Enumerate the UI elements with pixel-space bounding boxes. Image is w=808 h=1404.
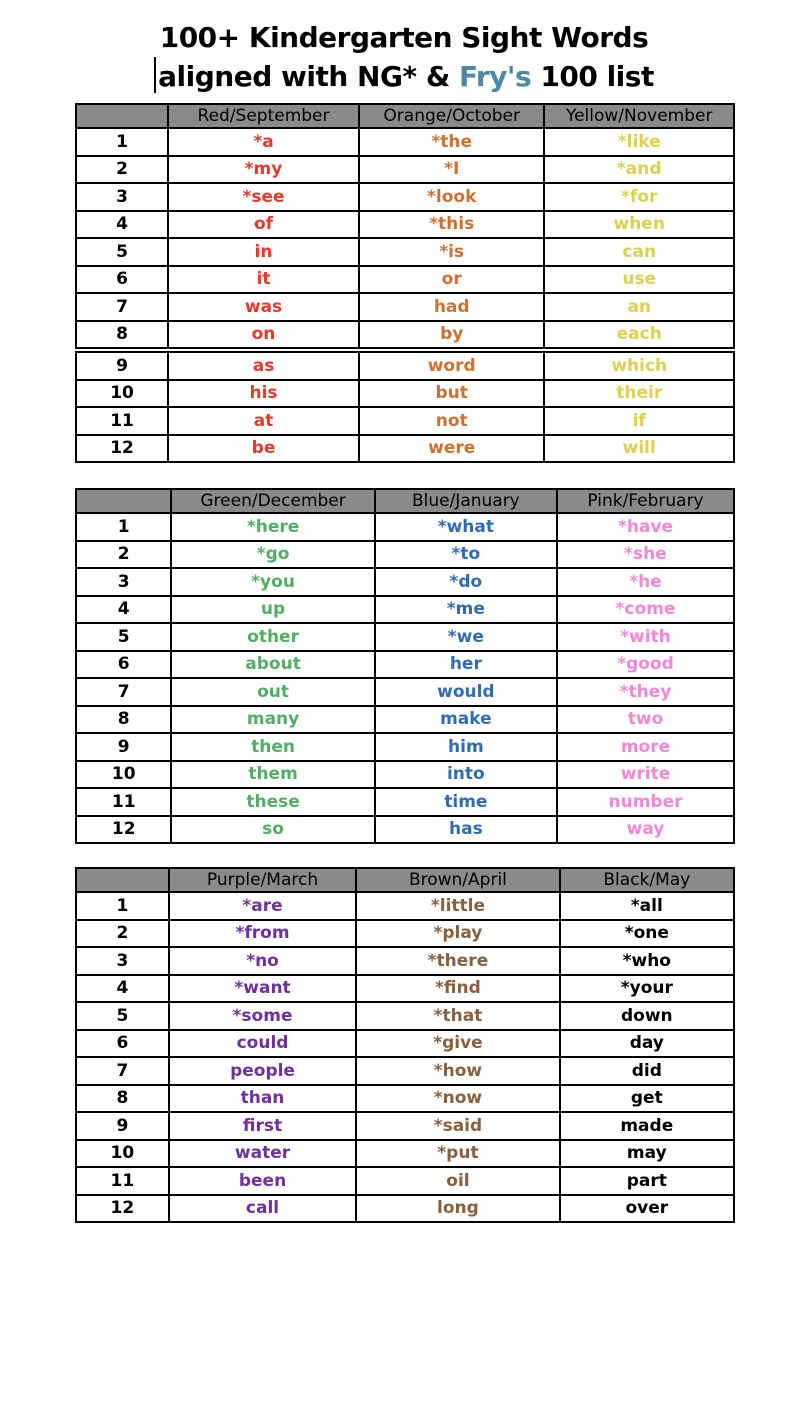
word-cell[interactable]: them xyxy=(171,761,374,789)
word-cell[interactable]: more xyxy=(557,733,734,761)
word-row xyxy=(76,1195,734,1223)
word-cell[interactable]: *go xyxy=(171,541,374,569)
row-number: 12 xyxy=(76,435,168,463)
title-text-line2-pre: aligned with NG* & xyxy=(158,60,459,93)
word-cell[interactable]: *come xyxy=(557,596,734,624)
word-cell[interactable]: in xyxy=(168,238,359,266)
word-cell[interactable]: if xyxy=(544,407,734,435)
column-header[interactable]: Pink/February xyxy=(557,489,734,513)
word-cell[interactable]: will xyxy=(544,435,734,463)
word-cell[interactable]: *a xyxy=(168,128,359,156)
title-text-line2-post: 100 list xyxy=(531,60,654,93)
word-row xyxy=(76,156,734,184)
row-number: 7 xyxy=(76,1057,169,1085)
column-header[interactable]: Purple/March xyxy=(169,868,357,892)
title-text-frys: Fry's xyxy=(459,60,532,93)
word-cell[interactable]: *find xyxy=(356,975,559,1003)
word-row xyxy=(76,541,734,569)
row-number: 4 xyxy=(76,596,171,624)
corner-header-cell xyxy=(76,868,169,892)
row-number: 7 xyxy=(76,293,168,321)
word-cell[interactable]: could xyxy=(169,1030,357,1058)
row-number: 7 xyxy=(76,678,171,706)
word-row xyxy=(76,761,734,789)
word-row xyxy=(76,1140,734,1168)
word-cell[interactable]: not xyxy=(359,407,545,435)
word-row xyxy=(76,183,734,211)
word-cell[interactable]: so xyxy=(171,816,374,844)
word-cell[interactable]: him xyxy=(375,733,557,761)
word-row xyxy=(76,1030,734,1058)
word-cell[interactable]: first xyxy=(169,1112,357,1140)
word-row xyxy=(76,788,734,816)
word-cell[interactable]: *said xyxy=(356,1112,559,1140)
row-number: 2 xyxy=(76,920,169,948)
row-number: 8 xyxy=(76,706,171,734)
word-cell[interactable]: people xyxy=(169,1057,357,1085)
word-cell[interactable]: or xyxy=(359,266,545,294)
corner-header-cell xyxy=(76,104,168,128)
row-number: 1 xyxy=(76,513,171,541)
word-cell[interactable]: were xyxy=(359,435,545,463)
header-row xyxy=(76,489,734,513)
word-cell[interactable]: *the xyxy=(359,128,545,156)
word-cell[interactable]: over xyxy=(560,1195,734,1223)
row-number: 5 xyxy=(76,1002,169,1030)
word-cell[interactable]: *from xyxy=(169,920,357,948)
word-row xyxy=(76,293,734,321)
word-row xyxy=(76,266,734,294)
word-cell[interactable]: day xyxy=(560,1030,734,1058)
row-number: 10 xyxy=(76,380,168,408)
row-number: 10 xyxy=(76,1140,169,1168)
word-cell[interactable]: oil xyxy=(356,1167,559,1195)
word-cell[interactable]: *your xyxy=(560,975,734,1003)
word-cell[interactable]: *are xyxy=(169,892,357,920)
word-cell[interactable]: then xyxy=(171,733,374,761)
word-row xyxy=(76,435,734,463)
word-cell[interactable]: would xyxy=(375,678,557,706)
word-cell[interactable]: *with xyxy=(557,623,734,651)
row-number: 3 xyxy=(76,947,169,975)
word-cell[interactable]: make xyxy=(375,706,557,734)
word-row xyxy=(76,568,734,596)
sight-words-table-december-january-february xyxy=(75,488,735,844)
word-cell[interactable]: *is xyxy=(359,238,545,266)
word-cell[interactable]: into xyxy=(375,761,557,789)
word-cell[interactable]: many xyxy=(171,706,374,734)
corner-header-cell xyxy=(76,489,171,513)
word-cell[interactable]: than xyxy=(169,1085,357,1113)
word-cell[interactable]: two xyxy=(557,706,734,734)
word-cell[interactable]: be xyxy=(168,435,359,463)
word-cell[interactable]: *how xyxy=(356,1057,559,1085)
word-cell[interactable]: when xyxy=(544,211,734,239)
word-cell[interactable]: *my xyxy=(168,156,359,184)
word-row xyxy=(76,1057,734,1085)
word-cell[interactable]: *they xyxy=(557,678,734,706)
row-number: 3 xyxy=(76,183,168,211)
word-cell[interactable]: *see xyxy=(168,183,359,211)
row-number: 12 xyxy=(76,1195,169,1223)
word-cell[interactable]: *want xyxy=(169,975,357,1003)
row-number: 11 xyxy=(76,1167,169,1195)
word-cell[interactable]: *one xyxy=(560,920,734,948)
word-row xyxy=(76,380,734,408)
word-cell[interactable]: up xyxy=(171,596,374,624)
word-cell[interactable]: time xyxy=(375,788,557,816)
row-number: 6 xyxy=(76,1030,169,1058)
row-number: 5 xyxy=(76,623,171,651)
word-row xyxy=(76,352,734,380)
word-row xyxy=(76,513,734,541)
title-text-line1: 100+ Kindergarten Sight Words xyxy=(159,21,649,54)
word-cell[interactable]: may xyxy=(560,1140,734,1168)
word-cell[interactable]: *to xyxy=(375,541,557,569)
word-cell[interactable]: these xyxy=(171,788,374,816)
row-number: 9 xyxy=(76,733,171,761)
word-cell[interactable]: *that xyxy=(356,1002,559,1030)
word-cell[interactable]: been xyxy=(169,1167,357,1195)
word-row xyxy=(76,892,734,920)
word-cell[interactable]: *and xyxy=(544,156,734,184)
word-cell[interactable]: *little xyxy=(356,892,559,920)
word-cell[interactable]: long xyxy=(356,1195,559,1223)
word-row xyxy=(76,678,734,706)
word-row xyxy=(76,128,734,156)
word-cell[interactable]: it xyxy=(168,266,359,294)
word-cell[interactable]: water xyxy=(169,1140,357,1168)
word-cell[interactable]: *me xyxy=(375,596,557,624)
word-row xyxy=(76,651,734,679)
header-row xyxy=(76,868,734,892)
word-cell[interactable]: part xyxy=(560,1167,734,1195)
word-cell[interactable]: by xyxy=(359,321,545,349)
word-cell[interactable]: get xyxy=(560,1085,734,1113)
word-cell[interactable]: write xyxy=(557,761,734,789)
column-header[interactable]: Yellow/November xyxy=(544,104,734,128)
word-cell[interactable]: *look xyxy=(359,183,545,211)
word-row xyxy=(76,733,734,761)
word-cell[interactable]: on xyxy=(168,321,359,349)
row-number: 11 xyxy=(76,788,171,816)
word-cell[interactable]: was xyxy=(168,293,359,321)
column-header[interactable]: Brown/April xyxy=(356,868,559,892)
word-cell[interactable]: which xyxy=(544,352,734,380)
row-number: 8 xyxy=(76,1085,169,1113)
word-cell[interactable]: *here xyxy=(171,513,374,541)
word-row xyxy=(76,920,734,948)
text-cursor xyxy=(154,57,156,93)
word-cell[interactable]: but xyxy=(359,380,545,408)
word-cell[interactable]: number xyxy=(557,788,734,816)
header-row xyxy=(76,104,734,128)
word-cell[interactable]: can xyxy=(544,238,734,266)
column-header[interactable]: Red/September xyxy=(168,104,359,128)
row-number: 2 xyxy=(76,156,168,184)
row-number: 2 xyxy=(76,541,171,569)
word-row xyxy=(76,947,734,975)
row-number: 12 xyxy=(76,816,171,844)
column-header[interactable]: Green/December xyxy=(171,489,374,513)
word-cell[interactable]: as xyxy=(168,352,359,380)
sight-words-table-march-april-may xyxy=(75,867,735,1223)
row-number: 8 xyxy=(76,321,168,349)
column-header[interactable]: Black/May xyxy=(560,868,734,892)
word-row xyxy=(76,211,734,239)
page-title-line1[interactable] xyxy=(0,18,808,57)
row-number: 9 xyxy=(76,352,168,380)
word-cell[interactable]: call xyxy=(169,1195,357,1223)
word-cell[interactable]: each xyxy=(544,321,734,349)
word-cell[interactable]: *put xyxy=(356,1140,559,1168)
word-row xyxy=(76,623,734,651)
word-cell[interactable]: *good xyxy=(557,651,734,679)
sight-words-table-september-october-november xyxy=(75,103,735,463)
row-number: 6 xyxy=(76,266,168,294)
word-row xyxy=(76,1085,734,1113)
word-cell[interactable]: *give xyxy=(356,1030,559,1058)
row-number: 10 xyxy=(76,761,171,789)
word-row xyxy=(76,238,734,266)
word-cell[interactable]: out xyxy=(171,678,374,706)
word-cell[interactable]: did xyxy=(560,1057,734,1085)
word-row xyxy=(76,1002,734,1030)
tables-container xyxy=(75,103,735,1223)
word-cell[interactable]: her xyxy=(375,651,557,679)
row-number: 1 xyxy=(76,128,168,156)
row-number: 11 xyxy=(76,407,168,435)
column-header[interactable]: Orange/October xyxy=(359,104,545,128)
word-cell[interactable]: way xyxy=(557,816,734,844)
word-cell[interactable]: *she xyxy=(557,541,734,569)
word-cell[interactable]: *do xyxy=(375,568,557,596)
word-cell[interactable]: other xyxy=(171,623,374,651)
word-cell[interactable]: *he xyxy=(557,568,734,596)
word-row xyxy=(76,706,734,734)
word-row xyxy=(76,321,734,349)
word-cell[interactable]: *you xyxy=(171,568,374,596)
word-cell[interactable]: down xyxy=(560,1002,734,1030)
row-number: 3 xyxy=(76,568,171,596)
word-row xyxy=(76,1167,734,1195)
word-row xyxy=(76,1112,734,1140)
row-number: 9 xyxy=(76,1112,169,1140)
row-number: 6 xyxy=(76,651,171,679)
word-cell[interactable]: had xyxy=(359,293,545,321)
word-cell[interactable]: *who xyxy=(560,947,734,975)
word-cell[interactable]: *now xyxy=(356,1085,559,1113)
word-cell[interactable]: an xyxy=(544,293,734,321)
word-cell[interactable]: his xyxy=(168,380,359,408)
word-cell[interactable]: their xyxy=(544,380,734,408)
word-cell[interactable]: *all xyxy=(560,892,734,920)
column-header[interactable]: Blue/January xyxy=(375,489,557,513)
word-cell[interactable]: *no xyxy=(169,947,357,975)
word-cell[interactable]: *there xyxy=(356,947,559,975)
word-cell[interactable]: made xyxy=(560,1112,734,1140)
word-cell[interactable]: at xyxy=(168,407,359,435)
row-number: 4 xyxy=(76,211,168,239)
word-cell[interactable]: *have xyxy=(557,513,734,541)
page-title-line2[interactable] xyxy=(0,57,808,96)
row-number: 1 xyxy=(76,892,169,920)
word-row xyxy=(76,596,734,624)
word-cell[interactable]: about xyxy=(171,651,374,679)
word-cell[interactable]: *this xyxy=(359,211,545,239)
row-number: 4 xyxy=(76,975,169,1003)
word-cell[interactable]: *like xyxy=(544,128,734,156)
word-cell[interactable]: has xyxy=(375,816,557,844)
word-cell[interactable]: *play xyxy=(356,920,559,948)
word-row xyxy=(76,975,734,1003)
word-row xyxy=(76,816,734,844)
word-cell[interactable]: *I xyxy=(359,156,545,184)
row-number: 5 xyxy=(76,238,168,266)
word-cell[interactable]: *for xyxy=(544,183,734,211)
word-cell[interactable]: *we xyxy=(375,623,557,651)
word-cell[interactable]: *some xyxy=(169,1002,357,1030)
word-cell[interactable]: use xyxy=(544,266,734,294)
word-cell[interactable]: of xyxy=(168,211,359,239)
word-row xyxy=(76,407,734,435)
word-cell[interactable]: *what xyxy=(375,513,557,541)
word-cell[interactable]: word xyxy=(359,352,545,380)
